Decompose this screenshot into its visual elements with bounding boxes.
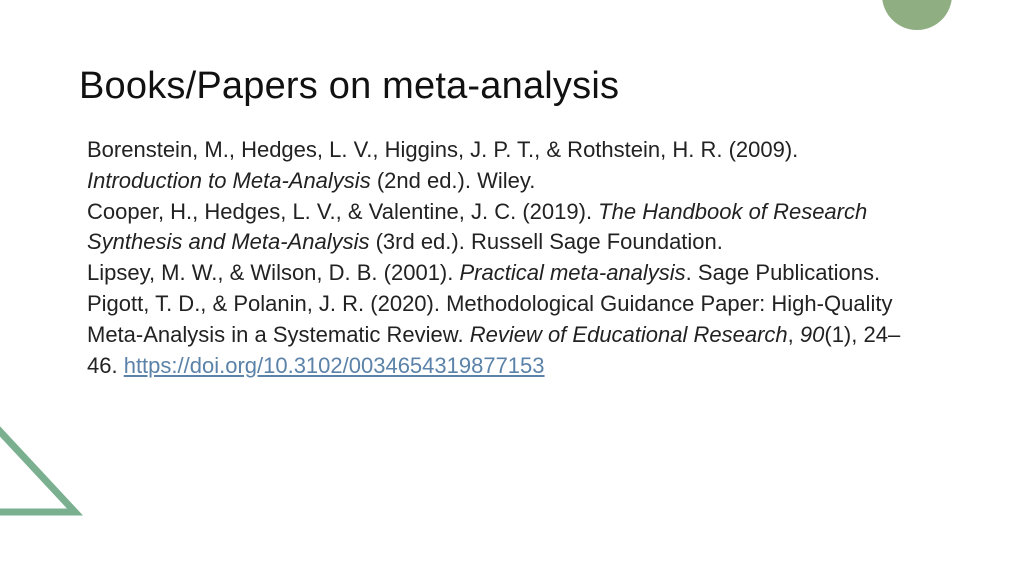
reference-pigott xyxy=(87,289,917,381)
decorative-circle xyxy=(882,0,952,30)
reference-lipsey xyxy=(87,258,917,289)
ref-authors-title: Pigott, T. D., & Polanin, J. R. (2020). Methodological Guidance Paper: High-Quality Meta-Analysis in a Systematic Review. xyxy=(87,290,893,347)
ref-book-title: The Handbook of Research Synthesis and Meta-Analysis xyxy=(87,198,868,255)
decorative-triangle xyxy=(0,360,90,530)
reference-cooper xyxy=(87,197,917,259)
ref-issue-pages: (1), 24–46. xyxy=(87,321,901,378)
ref-authors: Borenstein, M., Hedges, L. V., Higgins, J. P. T., & Rothstein, H. R. (2009). xyxy=(87,137,799,162)
ref-separator: , xyxy=(787,321,800,347)
ref-edition-publisher: (2nd ed.). Wiley. xyxy=(370,167,536,193)
ref-book-title: Practical meta-analysis xyxy=(459,260,686,286)
reference-list xyxy=(87,135,917,381)
ref-authors: Cooper, H., Hedges, L. V., & Valentine, J. C. (2019). xyxy=(87,198,599,224)
ref-book-title: Introduction to Meta-Analysis xyxy=(87,167,371,193)
slide-title: Books/Papers on meta-analysis xyxy=(79,65,620,107)
ref-authors: Lipsey, M. W., & Wilson, D. B. (2001). xyxy=(87,260,460,286)
ref-edition-publisher: (3rd ed.). Russell Sage Foundation. xyxy=(369,229,723,255)
ref-volume: 90 xyxy=(799,321,825,347)
reference-borenstein xyxy=(87,135,917,197)
ref-journal: Review of Educational Research xyxy=(469,321,788,347)
ref-publisher: . Sage Publications. xyxy=(685,260,881,286)
doi-link[interactable]: https://doi.org/10.3102/0034654319877153 xyxy=(123,352,545,378)
